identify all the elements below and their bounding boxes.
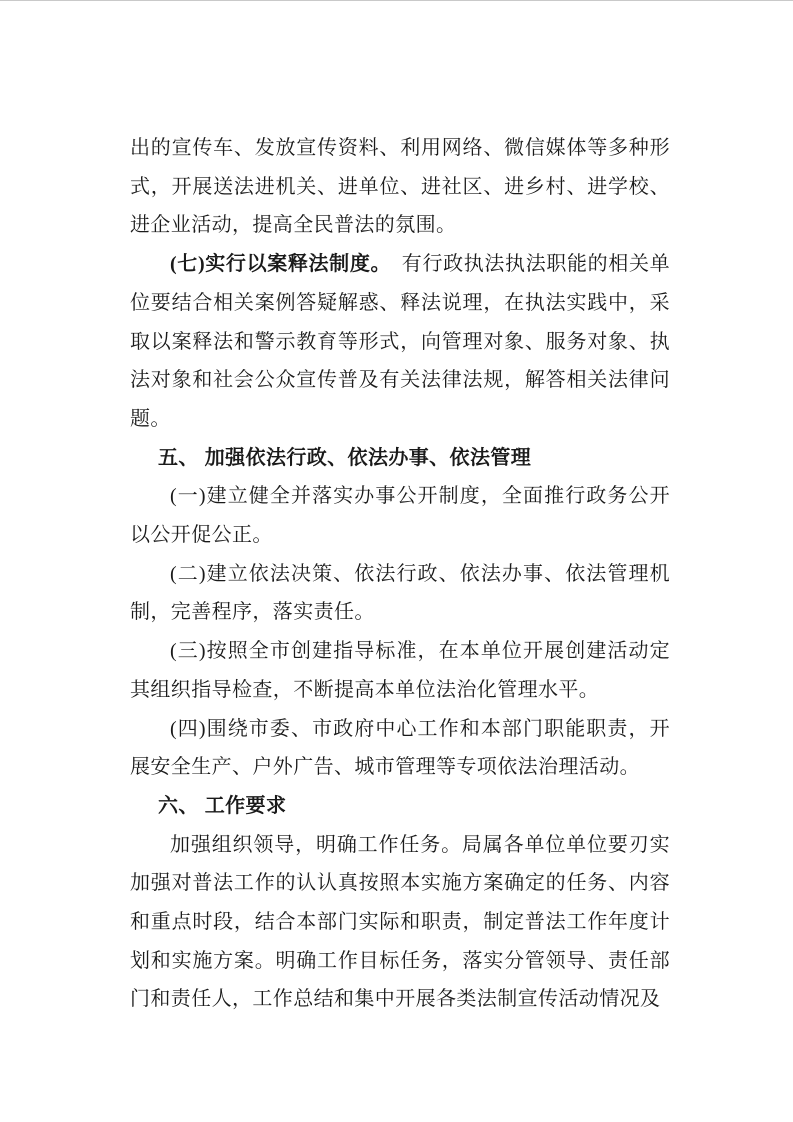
body-paragraph-text: (二)建立依法决策、依法行政、依法办事、依法管理机制，完善程序，落实责任。 xyxy=(130,562,670,624)
body-paragraph xyxy=(130,555,670,632)
body-paragraph-text: (三)按照全市创建指导标准，在本单位开展创建活动定其组织指导检查，不断提高本单位法治化管理水平。 xyxy=(130,640,670,701)
body-paragraph xyxy=(130,826,670,1020)
body-paragraph xyxy=(130,710,670,787)
body-paragraph xyxy=(130,632,670,709)
body-paragraph-text: 有行政执法执法职能的相关单位要结合相关案例答疑解惑、释法说理，在执法实践中，采取以案释法和警示教育等形式，向管理对象、服务对象、执法对象和社会公众宣传普及有关法律法规，解答相关法律问题。 xyxy=(130,253,670,430)
section-heading-5: 五、 加强依法行政、依法办事、依法管理 xyxy=(158,446,532,469)
body-paragraph xyxy=(130,129,670,245)
body-paragraph-text: 加强组织领导，明确工作任务。局属各单位单位要刃实加强对普法工作的认认真按照本实施方案确定的任务、内容和重点时段，结合本部门实际和职责，制定普法工作年度计划和实施方案。明确工作目标任务，落实分管领导、责任部门和责任人，工作总结和集中开展各类法制宣传活动情况及 xyxy=(130,833,670,1011)
section-heading-6: 六、 工作要求 xyxy=(158,794,287,817)
body-paragraph xyxy=(130,245,670,439)
body-paragraph-text: (四)围绕市委、市政府中心工作和本部门职能职责，开展安全生产、户外广告、城市管理等专项依法治理活动。 xyxy=(130,717,670,779)
body-paragraph xyxy=(130,477,670,554)
paragraph-bold-lead: (七)实行以案释法制度。 xyxy=(170,253,382,276)
body-paragraph-text: (一)建立健全并落实办事公开制度，全面推行政务公开以公开促公正。 xyxy=(130,485,670,547)
body-paragraph-text: 出的宣传车、发放宣传资料、利用网络、微信媒体等多种形式，开展送法进机关、进单位、进社区、进乡村、进学校、进企业活动，提高全民普法的氛围。 xyxy=(130,137,670,237)
document-text-block xyxy=(130,129,670,1019)
